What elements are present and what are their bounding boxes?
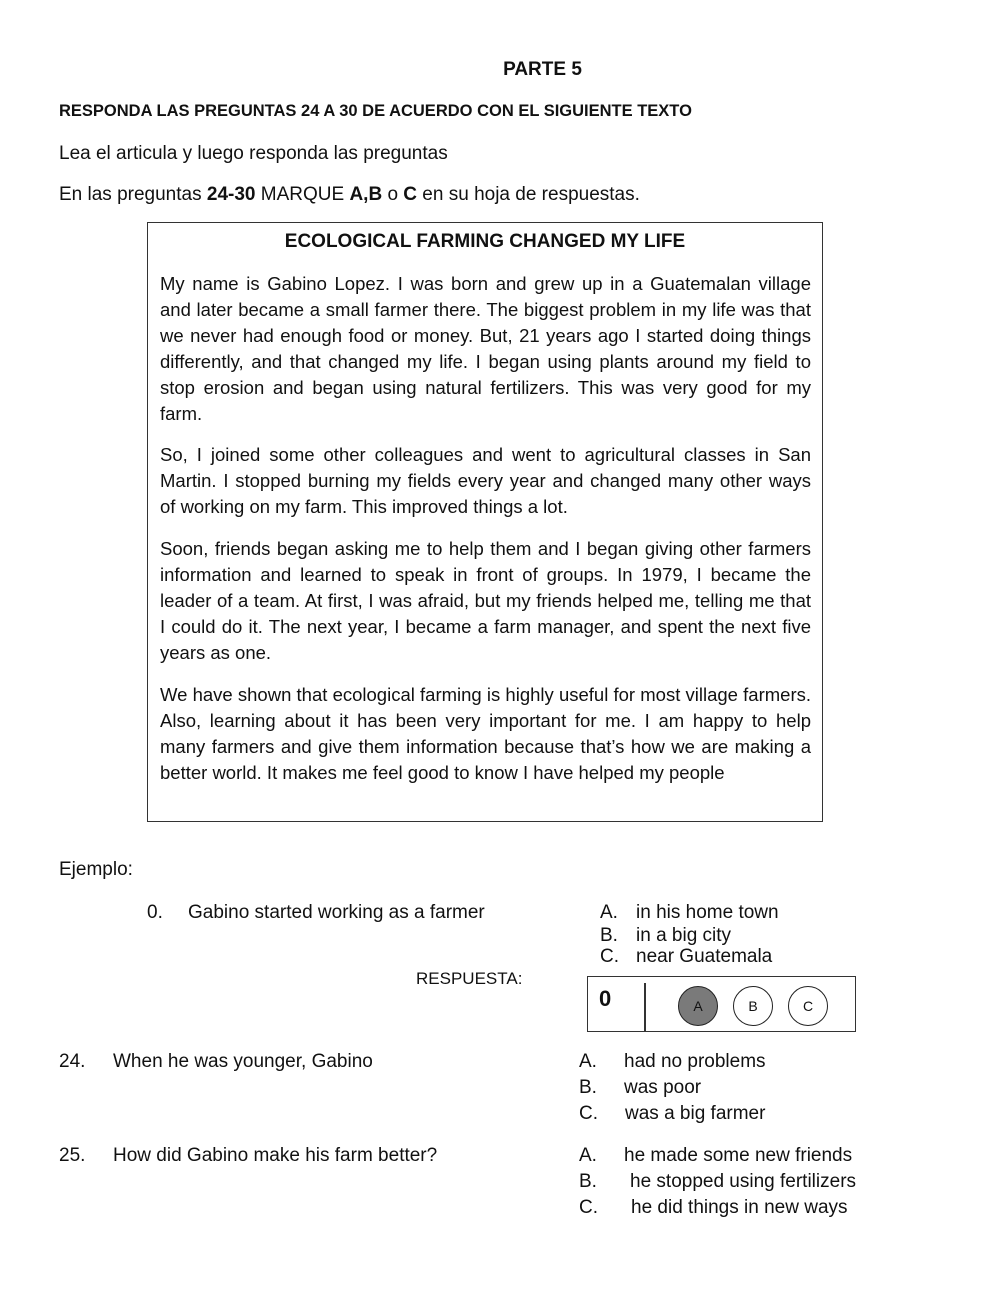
question-24-number: 24. <box>59 1051 86 1072</box>
answer-bubble-b[interactable]: B <box>733 986 773 1026</box>
example-option-a: in his home town <box>636 902 779 923</box>
q25-option-b[interactable]: he stopped using fertilizers <box>630 1171 857 1192</box>
q24-option-c[interactable]: was a big farmer <box>625 1103 766 1124</box>
q24-option-b[interactable]: was poor <box>624 1077 702 1098</box>
question-24-text: When he was younger, Gabino <box>113 1051 373 1072</box>
example-number: 0. <box>147 902 163 923</box>
example-option-c: near Guatemala <box>636 946 773 967</box>
example-label: Ejemplo: <box>59 859 133 880</box>
example-question: Gabino started working as a farmer <box>188 902 485 923</box>
answer-row-number: 0 <box>599 986 612 1011</box>
article-paragraph-3: Soon, friends began asking me to help them and I began giving other farmers information and learned to speak in front of groups. In 1979, I became the leader of a team. At first, I was afraid, but my friends helped me, telling me that I could do it. The next year, I became a farm manager, and spent the next five years as one. <box>160 538 811 663</box>
read-instruction: Lea el articula y luego responda las preguntas <box>59 143 448 164</box>
article-paragraph-1: My name is Gabino Lopez. I was born and grew up in a Guatemalan village and later became a small farmer there. The biggest problem in my life was that we never had enough food or money. But, 21 years ago I started doing things differently, and that changed my life. I began using plants around my field to stop erosion and began using natural fertilizers. This was very good for my farm. <box>160 273 811 424</box>
mark-instruction: En las preguntas 24-30 MARQUE A,B o C en su hoja de respuestas. <box>59 184 640 205</box>
answer-divider <box>644 983 646 1031</box>
answer-sheet-row <box>587 976 856 1032</box>
part-title: PARTE 5 <box>503 59 582 80</box>
question-25-text: How did Gabino make his farm better? <box>113 1145 438 1166</box>
q25-option-a-letter[interactable]: A. <box>579 1145 597 1166</box>
article-box <box>147 222 823 822</box>
answer-bubble-a[interactable]: A <box>678 986 718 1026</box>
q24-option-a-letter[interactable]: A. <box>579 1051 597 1072</box>
article-paragraph-4: We have shown that ecological farming is highly useful for most village farmers. Also, learning about it has been very important for me. I am happy to help many farmers and give them information because that’s how we are making a better world. It makes me feel good to know I have helped my people <box>160 684 811 783</box>
q25-option-a[interactable]: he made some new friends <box>624 1145 853 1166</box>
q25-option-c-letter[interactable]: C. <box>579 1197 598 1218</box>
article-title: ECOLOGICAL FARMING CHANGED MY LIFE <box>284 231 686 252</box>
q24-option-b-letter[interactable]: B. <box>579 1077 597 1098</box>
question-25-number: 25. <box>59 1145 86 1166</box>
answer-bubble-c[interactable]: C <box>788 986 828 1026</box>
article-paragraph-2: So, I joined some other colleagues and went to agricultural classes in San Martin. I stopped burning my fields every year and changed many other ways of working on my farm. This improved things a lot. <box>160 444 811 517</box>
example-option-c-letter: C. <box>600 946 619 967</box>
q24-option-a[interactable]: had no problems <box>624 1051 766 1072</box>
instruction-heading: RESPONDA LAS PREGUNTAS 24 A 30 DE ACUERDO CON EL SIGUIENTE TEXTO <box>59 102 692 120</box>
q25-option-c[interactable]: he did things in new ways <box>631 1197 848 1218</box>
example-option-a-letter: A. <box>600 902 618 923</box>
answer-label: RESPUESTA: <box>416 969 523 988</box>
q24-option-c-letter[interactable]: C. <box>579 1103 598 1124</box>
q25-option-b-letter[interactable]: B. <box>579 1171 597 1192</box>
example-option-b-letter: B. <box>600 925 618 946</box>
example-option-b: in a big city <box>636 925 732 946</box>
